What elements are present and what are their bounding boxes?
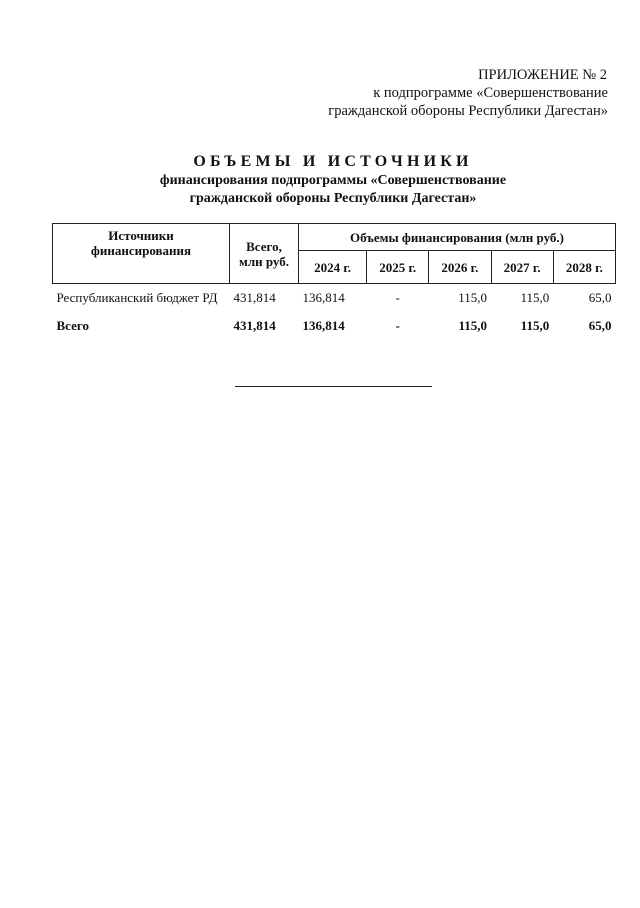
header-year-2026: 2026 г. <box>429 251 491 284</box>
appendix-line-2: гражданской обороны Республики Дагестан» <box>328 103 608 119</box>
header-year-2028: 2028 г. <box>553 251 615 284</box>
appendix-line-1: к подпрограмме «Совершенствование <box>373 85 608 101</box>
row-total: 431,814 <box>233 290 276 305</box>
row-value-2025: - <box>395 318 400 333</box>
header-total: Всего, млн руб. <box>230 224 299 284</box>
row-source-name: Всего <box>56 318 89 333</box>
row-value-2028: 65,0 <box>588 290 612 305</box>
table-row-total <box>53 312 616 342</box>
table-row-republican-budget <box>53 284 616 313</box>
row-value-2025: - <box>395 290 400 305</box>
appendix-title: ПРИЛОЖЕНИЕ № 2 <box>478 67 607 83</box>
heading-title: ОБЪЕМЫ И ИСТОЧНИКИ <box>193 153 473 170</box>
row-value-2028: 65,0 <box>588 318 612 333</box>
header-sources: Источники финансирования <box>53 224 230 284</box>
row-value-2024: 136,814 <box>302 318 345 333</box>
row-value-2024: 136,814 <box>302 290 345 305</box>
row-value-2027: 115,0 <box>520 318 550 333</box>
row-source-name: Республиканский бюджет РД <box>56 290 218 305</box>
row-value-2026: 115,0 <box>458 318 487 333</box>
appendix-block <box>300 66 608 120</box>
row-value-2026: 115,0 <box>458 290 487 305</box>
heading-subtitle-line-1: финансирования подпрограммы «Совершенствование <box>159 173 507 188</box>
header-year-2025: 2025 г. <box>367 251 429 284</box>
row-value-2027: 115,0 <box>520 290 550 305</box>
closing-divider <box>235 386 432 387</box>
heading-subtitle-line-2: гражданской обороны Республики Дагестан» <box>189 191 477 206</box>
document-heading <box>0 152 640 208</box>
header-year-2024: 2024 г. <box>299 251 367 284</box>
header-year-2027: 2027 г. <box>491 251 553 284</box>
row-total: 431,814 <box>233 318 276 333</box>
header-volumes: Объемы финансирования (млн руб.) <box>299 224 616 251</box>
financing-table <box>52 223 616 342</box>
